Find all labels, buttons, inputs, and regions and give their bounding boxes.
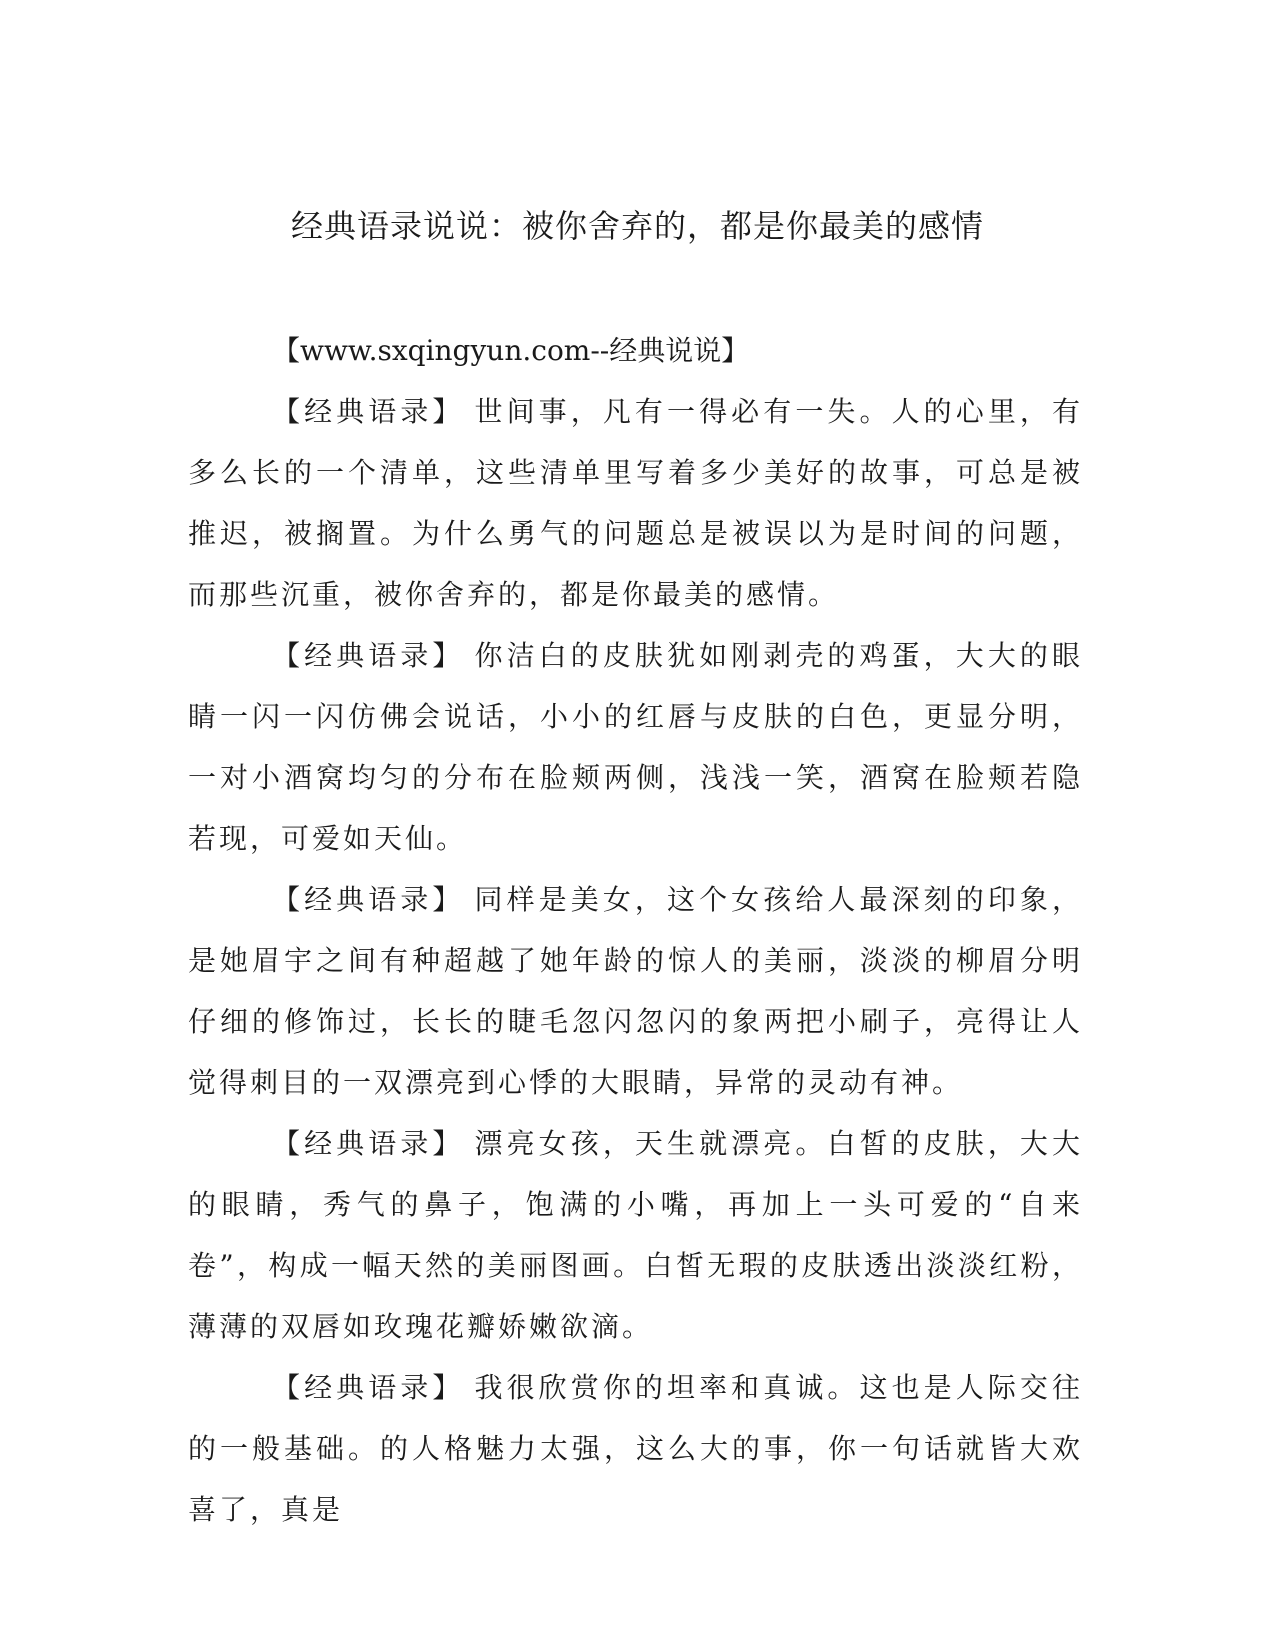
quote-text: 你洁白的皮肤犹如刚剥壳的鸡蛋，大大的眼睛一闪一闪仿佛会说话，小小的红唇与皮肤的白色，更显分明，一对小酒窝均匀的分布在脸颊两侧，浅浅一笑，酒窝在脸颊若隐若现，可爱如天仙。 xyxy=(188,639,1083,855)
quote-tag: 【经典语录】 xyxy=(272,883,465,916)
quote-tag: 【经典语录】 xyxy=(272,639,465,672)
quote-tag: 【经典语录】 xyxy=(272,1127,465,1160)
quote-paragraph xyxy=(188,869,1083,1113)
page-title: 经典语录说说：被你舍弃的，都是你最美的感情 xyxy=(290,207,984,245)
source-line: 【www.sxqingyun.com--经典说说】 xyxy=(272,334,750,367)
quote-paragraph xyxy=(188,1357,1083,1540)
quote-text: 我很欣赏你的坦率和真诚。这也是人际交往的一般基础。的人格魅力太强，这么大的事，你一句话就皆大欢喜了，真是 xyxy=(188,1371,1083,1526)
quote-tag: 【经典语录】 xyxy=(272,395,465,428)
quote-paragraph xyxy=(188,381,1083,625)
document-body xyxy=(188,320,1083,1540)
quote-paragraph xyxy=(188,1113,1083,1357)
quote-text: 世间事，凡有一得必有一失。人的心里，有多么长的一个清单，这些清单里写着多少美好的故事，可总是被推迟，被搁置。为什么勇气的问题总是被误以为是时间的问题，而那些沉重，被你舍弃的，都是你最美的感情。 xyxy=(188,395,1083,611)
quote-tag: 【经典语录】 xyxy=(272,1371,465,1404)
quote-text: 同样是美女，这个女孩给人最深刻的印象，是她眉宇之间有种超越了她年龄的惊人的美丽，淡淡的柳眉分明仔细的修饰过，长长的睫毛忽闪忽闪的象两把小刷子，亮得让人觉得刺目的一双漂亮到心悸的大眼睛，异常的灵动有神。 xyxy=(188,883,1083,1099)
quote-text: 漂亮女孩，天生就漂亮。白皙的皮肤，大大的眼睛，秀气的鼻子，饱满的小嘴，再加上一头可爱的“自来卷”，构成一幅天然的美丽图画。白皙无瑕的皮肤透出淡淡红粉，薄薄的双唇如玫瑰花瓣娇嫩欲滴。 xyxy=(188,1127,1083,1343)
quote-paragraph xyxy=(188,625,1083,869)
